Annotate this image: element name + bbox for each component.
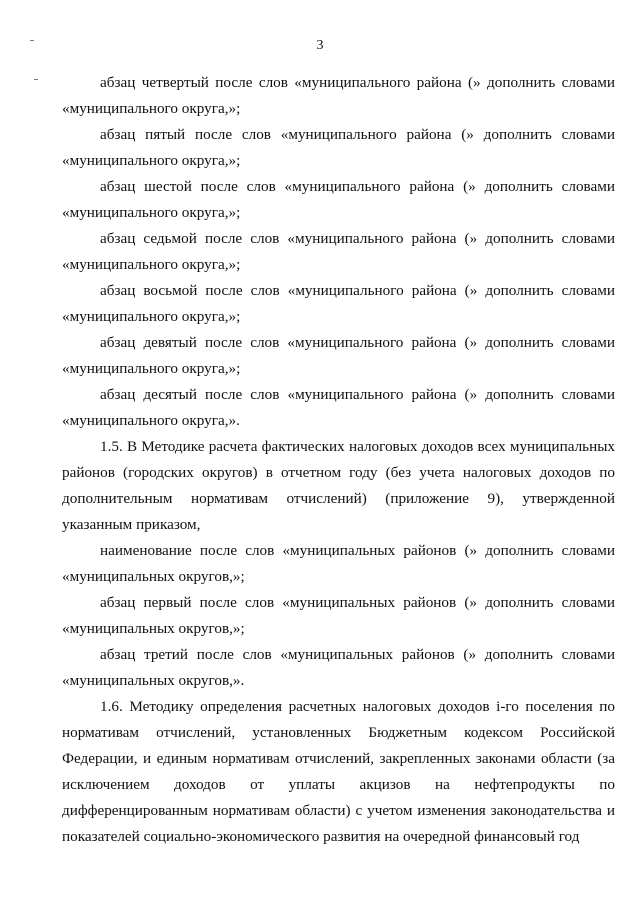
paragraph-abzac-4: абзац четвертый после слов «муниципального района (» дополнить словами «муниципального округа,»;	[62, 74, 615, 117]
paragraph-naimenovanie: наименование после слов «муниципальных районов (» дополнить словами «муниципальных округов,»;	[62, 542, 615, 585]
scan-mark	[34, 79, 38, 80]
paragraph-abzac-8: абзац восьмой после слов «муниципального района (» дополнить словами «муниципального округа,»;	[62, 282, 615, 325]
paragraph-abzac-6: абзац шестой после слов «муниципального района (» дополнить словами «муниципального округа,»;	[62, 178, 615, 221]
paragraph-abzac-1: абзац первый после слов «муниципальных районов (» дополнить словами «муниципальных округов,»;	[62, 594, 615, 637]
paragraph-abzac-10: абзац десятый после слов «муниципального района (» дополнить словами «муниципального округа,».	[62, 386, 615, 429]
document-body	[62, 70, 615, 850]
paragraph-abzac-3: абзац третий после слов «муниципальных районов (» дополнить словами «муниципальных округов,».	[62, 646, 615, 689]
paragraph-section-1-5: 1.5. В Методике расчета фактических налоговых доходов всех муниципальных районов (городских округов) в отчетном году (без учета налоговых доходов по дополнительным нормативам отчислений) (приложение 9), утвержденной указанным приказом,	[62, 438, 615, 533]
page-number: 3	[316, 38, 324, 53]
paragraph-abzac-7: абзац седьмой после слов «муниципального района (» дополнить словами «муниципального округа,»;	[62, 230, 615, 273]
paragraph-abzac-9: абзац девятый после слов «муниципального района (» дополнить словами «муниципального округа,»;	[62, 334, 615, 377]
paragraph-section-1-6: 1.6. Методику определения расчетных налоговых доходов i-го поселения по нормативам отчислений, установленных Бюджетным кодексом Российской Федерации, и единым нормативам отчислений, закрепленных законами области (за исключением доходов от уплаты акцизов на нефтепродукты по дифференцированным нормативам области) с учетом изменения законодательства и показателей социально-экономического развития на очередной финансовый год	[62, 698, 615, 845]
paragraph-abzac-5: абзац пятый после слов «муниципального района (» дополнить словами «муниципального округа,»;	[62, 126, 615, 169]
